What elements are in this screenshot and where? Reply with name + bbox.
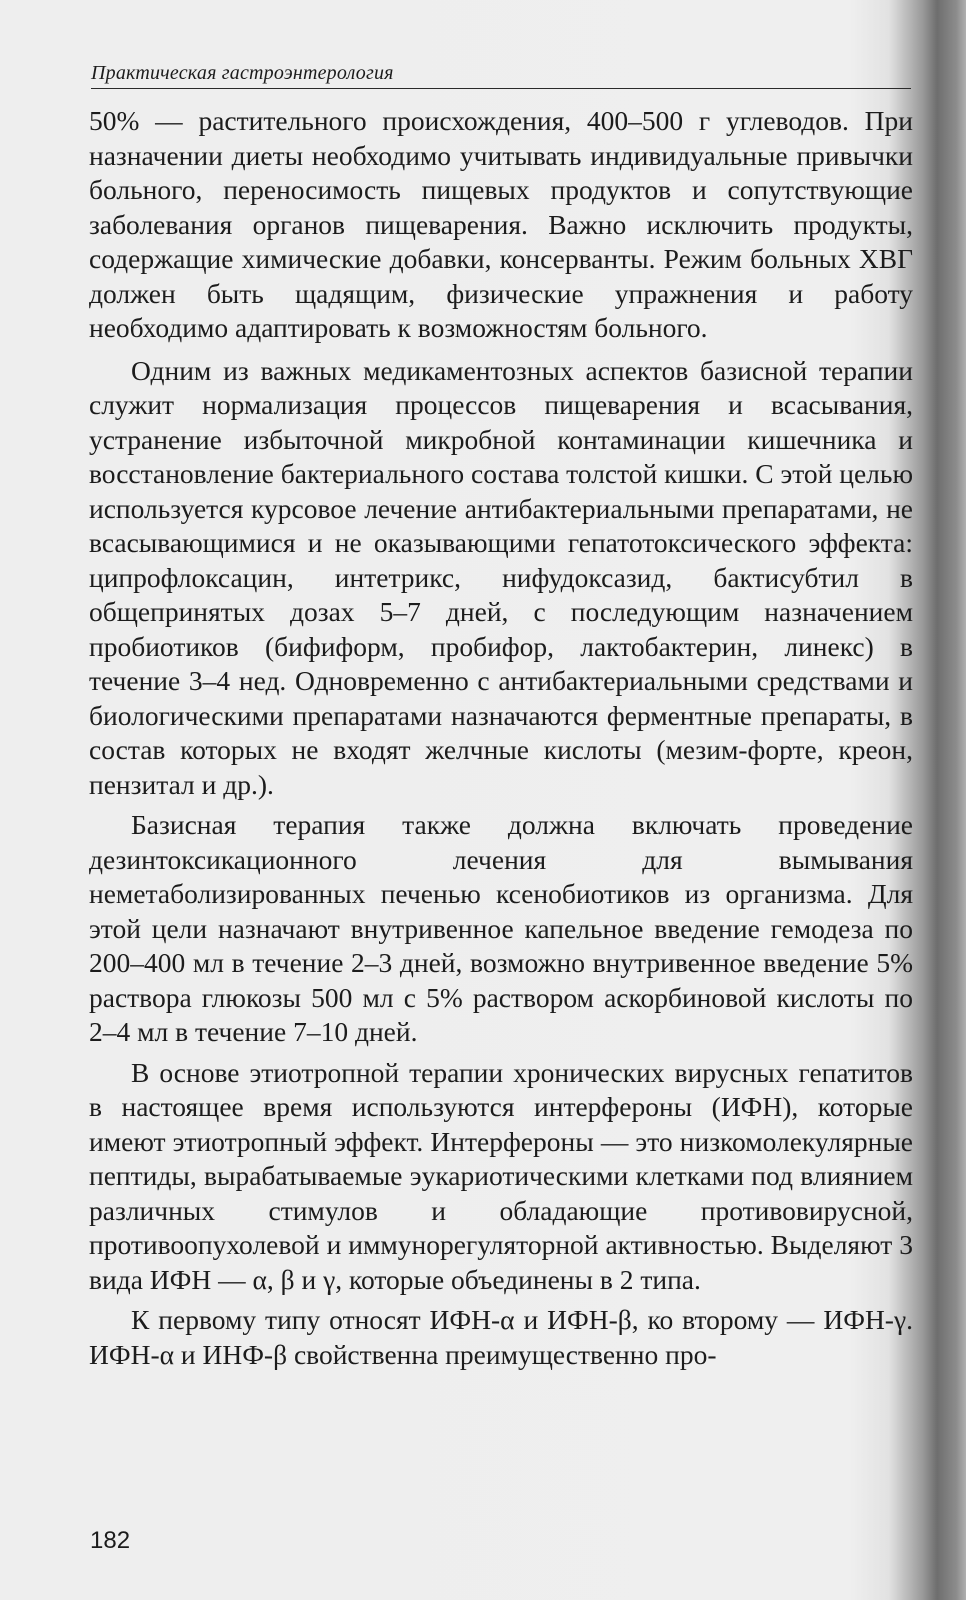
running-title: Практическая гастроэнтерология <box>91 62 394 84</box>
paragraph-2: Одним из важных медикаментозных аспектов базисной терапии служит нормализация процессов пищеварения и всасывания, устранение избыточной микробной контаминации кишечника и восстановление бактериального состава толстой кишки. С этой целью используется курсовое лечение антибактериальными препаратами, не всасывающимися и не оказывающими гепатотоксического эффекта: ципрофлоксацин, интетрикс, нифудоксазид, бактисубтил в общепринятых дозах 5–7 дней, с последующим назначением пробиотиков (бифиформ, пробифор, лактобактерин, линекс) в течение 3–4 нед. Одновременно с антибактериальными средствами и биологическими препаратами назначаются ферментные препараты, в состав которых не входят желчные кислоты (мезим-форте, креон, пензитал и др.). <box>89 354 913 800</box>
body-text <box>89 104 913 1378</box>
running-header <box>91 58 911 89</box>
paragraph-1: 50% — растительного происхождения, 400–500 г углеводов. При назначении диеты необходимо учитывать индивидуальные привычки больного, переносимость пищевых продуктов и сопутствующие заболевания органов пищеварения. Важно исключить продукты, содержащие химические добавки, консерванты. Режим больных ХВГ должен быть щадящим, физические упражнения и работу необходимо адаптировать к возможностям больного. <box>89 105 913 343</box>
paragraph-4: В основе этиотропной терапии хронических вирусных гепатитов в настоящее время используются интерфероны (ИФН), которые имеют этиотропный эффект. Интерфероны — это низкомолекулярные пептиды, вырабатываемые эукариотическими клетками под влиянием различных стимулов и обладающие противовирусной, противоопухолевой и иммунорегуляторной активностью. Выделяют 3 вида ИФН — α, β и γ, которые объединены в 2 типа. <box>89 1056 913 1295</box>
paragraph-5: К первому типу относят ИФН-α и ИФН-β, ко второму — ИФН-γ. ИФН-α и ИНФ-β свойственна преимущественно про- <box>89 1304 913 1370</box>
paragraph-3: Базисная терапия также должна включать проведение дезинтоксикационного лечения для вымывания неметаболизированных печенью ксенобиотиков из организма. Для этой цели назначают внутривенное капельное введение гемодеза по 200–400 мл в течение 2–3 дней, возможно внутривенное введение 5% раствора глюкозы 500 мл с 5% раствором аскорбиновой кислоты по 2–4 мл в течение 7–10 дней. <box>89 809 913 1047</box>
page-number: 182 <box>90 1527 131 1554</box>
